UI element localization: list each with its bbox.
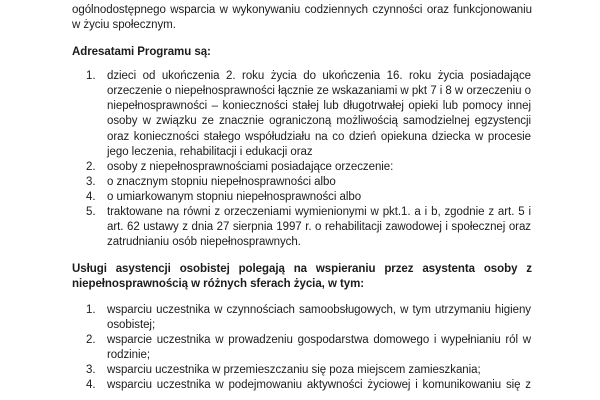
- service-1-line-1: wsparciu uczestnika w czynnościach samoobsługowych, w tym utrzymaniu higieny: [107, 303, 531, 316]
- intro-line-2: w życiu społecznym.: [72, 19, 176, 31]
- addressee-5-line-2: art. 62 ustawy z dnia 27 sierpnia 1997 r. o rehabilitacji zawodowej i społecznej oraz: [107, 220, 531, 233]
- heading-services-line-2: niepełnosprawnością w różnych sferach życia, w tym:: [72, 278, 365, 291]
- service-2-line-1: wsparcie uczestnika w prowadzeniu gospodarstwa domowego i wypełnianiu ról w: [107, 333, 531, 346]
- service-number-4: 4.: [86, 379, 96, 391]
- addressee-1-line-5: oraz konieczności stałego współudziału na co dzień opiekuna dziecka w procesie: [107, 130, 531, 143]
- addressee-5-line-1: traktowane na równi z orzeczeniami wymienionymi w pkt.1. a i b, zgodnie z art. 5 i: [107, 205, 531, 218]
- addressee-number-3: 3.: [86, 175, 96, 188]
- heading-addressees: Adresatami Programu są:: [72, 45, 211, 58]
- addressee-1-line-6: jego leczenia, rehabilitacji i edukacji oraz: [107, 145, 313, 158]
- service-2-line-2: rodzinie;: [107, 348, 151, 361]
- addressee-number-4: 4.: [86, 190, 96, 203]
- addressee-1-line-4: osoby w związku ze znacznie ograniczoną możliwością samodzielnej egzystencji: [107, 115, 531, 128]
- addressee-1-line-1: dzieci od ukończenia 2. roku życia do ukończenia 16. roku życia posiadające: [107, 70, 531, 83]
- service-4-line-1: wsparciu uczestnika w podejmowaniu aktywności życiowej i komunikowaniu się z: [107, 379, 531, 391]
- service-number-3: 3.: [86, 363, 96, 376]
- service-number-2: 2.: [86, 333, 96, 346]
- addressee-1-line-2: orzeczenie o niepełnosprawności łącznie ze wskazaniami w pkt 7 i 8 w orzeczeniu o: [107, 85, 531, 98]
- service-1-line-2: osobistej;: [107, 318, 156, 331]
- service-3-line-1: wsparciu uczestnika w przemieszczaniu się poza miejscem zamieszkania;: [107, 363, 481, 376]
- addressee-3-line-1: o znacznym stopniu niepełnosprawności albo: [107, 175, 336, 188]
- addressee-1-line-3: niepełnosprawności – konieczności stałej lub długotrwałej opieki lub pomocy innej: [107, 100, 531, 113]
- addressee-number-1: 1.: [86, 70, 96, 83]
- addressee-4-line-1: o umiarkowanym stopniu niepełnosprawności albo: [107, 190, 362, 203]
- service-number-1: 1.: [86, 303, 96, 316]
- heading-services-line-1: Usługi asystencji osobistej polegają na wspieraniu przez asystenta osoby z: [72, 263, 532, 276]
- addressee-2-line-1: osoby z niepełnosprawnościami posiadające orzeczenie:: [107, 160, 394, 173]
- addressee-number-5: 5.: [86, 205, 96, 218]
- intro-line-1: ogólnodostępnego wsparcia w wykonywaniu codziennych czynności oraz funkcjonowaniu: [72, 4, 532, 16]
- addressee-number-2: 2.: [86, 160, 96, 173]
- addressee-5-line-3: zatrudnianiu osób niepełnosprawnych.: [107, 235, 301, 248]
